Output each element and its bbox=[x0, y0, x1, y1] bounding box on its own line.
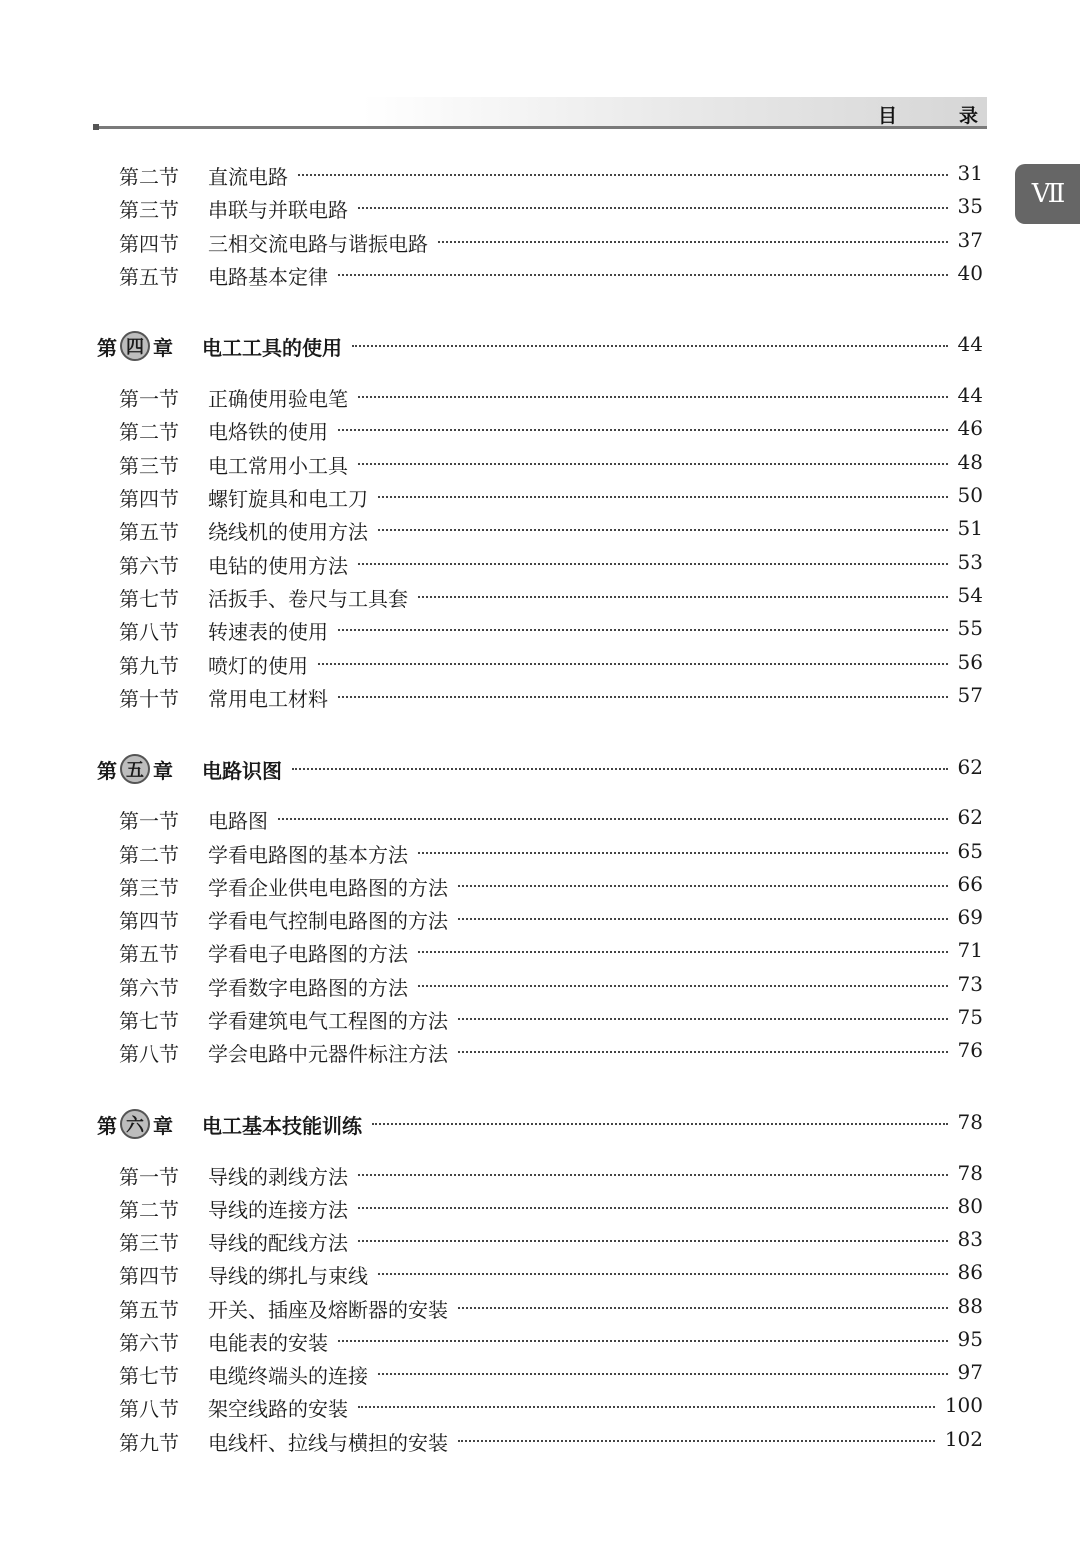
section-number: 第二节 bbox=[119, 1198, 179, 1222]
dot-leader bbox=[338, 696, 948, 698]
section-number: 第一节 bbox=[119, 809, 179, 833]
page-number: 66 bbox=[957, 872, 983, 896]
dot-leader bbox=[418, 985, 948, 987]
page-number: 40 bbox=[957, 261, 983, 285]
section-entry bbox=[0, 869, 1080, 899]
section-number: 第六节 bbox=[119, 976, 179, 1000]
section-number: 第二节 bbox=[119, 843, 179, 867]
section-entry bbox=[0, 1324, 1080, 1354]
dot-leader bbox=[358, 1174, 948, 1176]
dot-leader bbox=[338, 1340, 948, 1342]
chapter-title: 电工工具的使用 bbox=[202, 336, 342, 360]
section-entry bbox=[0, 613, 1080, 643]
section-title: 学看建筑电气工程图的方法 bbox=[208, 1009, 448, 1033]
section-entry bbox=[0, 1291, 1080, 1321]
page-number: 55 bbox=[957, 616, 983, 640]
chapter-number bbox=[97, 1109, 173, 1139]
section-number: 第二节 bbox=[119, 165, 179, 189]
section-title: 电缆终端头的连接 bbox=[208, 1364, 368, 1388]
page-number: 95 bbox=[957, 1327, 983, 1351]
dot-leader bbox=[358, 463, 948, 465]
dot-leader bbox=[372, 1123, 948, 1125]
section-title: 电路图 bbox=[208, 809, 268, 833]
dot-leader bbox=[318, 663, 948, 665]
page-number: 83 bbox=[957, 1227, 983, 1251]
dot-leader bbox=[458, 1307, 948, 1309]
section-title: 学看电路图的基本方法 bbox=[208, 843, 408, 867]
section-title: 导线的配线方法 bbox=[208, 1231, 348, 1255]
dot-leader bbox=[458, 885, 948, 887]
page-number: 51 bbox=[957, 516, 983, 540]
dot-leader bbox=[358, 563, 948, 565]
section-title: 导线的剥线方法 bbox=[208, 1165, 348, 1189]
section-number: 第五节 bbox=[119, 1298, 179, 1322]
page-number: 35 bbox=[957, 194, 983, 218]
section-title: 导线的连接方法 bbox=[208, 1198, 348, 1222]
page-number: 102 bbox=[944, 1427, 983, 1451]
section-title: 活扳手、卷尺与工具套 bbox=[208, 587, 408, 611]
section-number: 第九节 bbox=[119, 1431, 179, 1455]
dot-leader bbox=[358, 396, 948, 398]
chapter-suffix: 章 bbox=[153, 758, 173, 783]
dot-leader bbox=[338, 629, 948, 631]
chapter-entry bbox=[0, 1107, 1080, 1137]
section-title: 串联与并联电路 bbox=[208, 198, 348, 222]
section-entry bbox=[0, 447, 1080, 477]
section-title: 学看企业供电电路图的方法 bbox=[208, 876, 448, 900]
dot-leader bbox=[418, 852, 948, 854]
page-number: 62 bbox=[957, 805, 983, 829]
chapter-number bbox=[97, 331, 173, 361]
section-entry bbox=[0, 158, 1080, 188]
section-number: 第十节 bbox=[119, 687, 179, 711]
section-number: 第四节 bbox=[119, 487, 179, 511]
section-title: 电线杆、拉线与横担的安装 bbox=[208, 1431, 448, 1455]
section-title: 电钻的使用方法 bbox=[208, 554, 348, 578]
section-entry bbox=[0, 1035, 1080, 1065]
section-entry bbox=[0, 258, 1080, 288]
dot-leader bbox=[418, 596, 948, 598]
page-number: 44 bbox=[957, 383, 983, 407]
chapter-prefix: 第 bbox=[97, 335, 117, 360]
section-title: 电能表的安装 bbox=[208, 1331, 328, 1355]
page-number: 86 bbox=[957, 1260, 983, 1284]
section-entry bbox=[0, 836, 1080, 866]
section-number: 第七节 bbox=[119, 1364, 179, 1388]
dot-leader bbox=[378, 529, 948, 531]
section-entry bbox=[0, 1158, 1080, 1188]
page-number: 57 bbox=[957, 683, 983, 707]
header-rule-end-mark bbox=[93, 124, 99, 130]
dot-leader bbox=[378, 1273, 948, 1275]
page-number: 37 bbox=[957, 228, 983, 252]
chapter-numeral-badge: 六 bbox=[120, 1109, 150, 1139]
section-entry bbox=[0, 547, 1080, 577]
page-number: 71 bbox=[957, 938, 983, 962]
dot-leader bbox=[438, 241, 948, 243]
section-entry bbox=[0, 513, 1080, 543]
section-entry bbox=[0, 1357, 1080, 1387]
dot-leader bbox=[458, 1051, 948, 1053]
page-number: 75 bbox=[957, 1005, 983, 1029]
chapter-entry bbox=[0, 329, 1080, 359]
section-title: 架空线路的安装 bbox=[208, 1397, 348, 1421]
page-number: 69 bbox=[957, 905, 983, 929]
section-number: 第四节 bbox=[119, 909, 179, 933]
section-entry bbox=[0, 1224, 1080, 1254]
page-number: 50 bbox=[957, 483, 983, 507]
chapter-numeral-badge: 五 bbox=[120, 754, 150, 784]
section-entry bbox=[0, 1257, 1080, 1287]
header-title-left: 目 bbox=[878, 105, 898, 127]
page-number: 46 bbox=[957, 416, 983, 440]
chapter-title: 电工基本技能训练 bbox=[202, 1114, 362, 1138]
section-title: 绕线机的使用方法 bbox=[208, 520, 368, 544]
section-entry bbox=[0, 1424, 1080, 1454]
page-number: 48 bbox=[957, 450, 983, 474]
page-number: 62 bbox=[957, 755, 983, 779]
page-number: 80 bbox=[957, 1194, 983, 1218]
page-number: 44 bbox=[957, 332, 983, 356]
section-entry bbox=[0, 935, 1080, 965]
section-title: 螺钉旋具和电工刀 bbox=[208, 487, 368, 511]
section-entry bbox=[0, 380, 1080, 410]
page-number: 78 bbox=[957, 1110, 983, 1134]
section-title: 正确使用验电笔 bbox=[208, 387, 348, 411]
header-rule bbox=[95, 126, 987, 129]
section-entry bbox=[0, 802, 1080, 832]
chapter-entry bbox=[0, 752, 1080, 782]
section-title: 直流电路 bbox=[208, 165, 288, 189]
dot-leader bbox=[378, 496, 948, 498]
page-number: 65 bbox=[957, 839, 983, 863]
section-number: 第六节 bbox=[119, 554, 179, 578]
section-number: 第一节 bbox=[119, 387, 179, 411]
dot-leader bbox=[458, 1018, 948, 1020]
section-title: 电工常用小工具 bbox=[208, 454, 348, 478]
section-entry bbox=[0, 1390, 1080, 1420]
chapter-number bbox=[97, 754, 173, 784]
section-entry bbox=[0, 680, 1080, 710]
dot-leader bbox=[378, 1373, 948, 1375]
section-number: 第七节 bbox=[119, 587, 179, 611]
chapter-suffix: 章 bbox=[153, 1113, 173, 1138]
page-number: 54 bbox=[957, 583, 983, 607]
section-entry bbox=[0, 480, 1080, 510]
section-number: 第九节 bbox=[119, 654, 179, 678]
section-entry bbox=[0, 580, 1080, 610]
section-entry bbox=[0, 902, 1080, 932]
chapter-numeral-badge: 四 bbox=[120, 331, 150, 361]
section-title: 常用电工材料 bbox=[208, 687, 328, 711]
dot-leader bbox=[458, 1440, 935, 1442]
section-number: 第三节 bbox=[119, 454, 179, 478]
section-number: 第三节 bbox=[119, 1231, 179, 1255]
section-entry bbox=[0, 647, 1080, 677]
dot-leader bbox=[358, 1406, 935, 1408]
section-title: 电烙铁的使用 bbox=[208, 420, 328, 444]
chapter-prefix: 第 bbox=[97, 758, 117, 783]
section-entry bbox=[0, 191, 1080, 221]
dot-leader bbox=[418, 951, 948, 953]
chapter-suffix: 章 bbox=[153, 335, 173, 360]
chapter-prefix: 第 bbox=[97, 1113, 117, 1138]
header-title-right: 录 bbox=[958, 105, 978, 127]
dot-leader bbox=[338, 274, 948, 276]
section-number: 第八节 bbox=[119, 620, 179, 644]
page-number: 78 bbox=[957, 1161, 983, 1185]
section-number: 第六节 bbox=[119, 1331, 179, 1355]
section-number: 第四节 bbox=[119, 1264, 179, 1288]
section-entry bbox=[0, 413, 1080, 443]
section-number: 第七节 bbox=[119, 1009, 179, 1033]
dot-leader bbox=[358, 1207, 948, 1209]
dot-leader bbox=[358, 1240, 948, 1242]
dot-leader bbox=[298, 174, 948, 176]
page-number: 56 bbox=[957, 650, 983, 674]
section-number: 第三节 bbox=[119, 876, 179, 900]
section-number: 第三节 bbox=[119, 198, 179, 222]
section-entry bbox=[0, 1002, 1080, 1032]
section-number: 第八节 bbox=[119, 1042, 179, 1066]
dot-leader bbox=[352, 345, 948, 347]
section-number: 第五节 bbox=[119, 520, 179, 544]
section-title: 转速表的使用 bbox=[208, 620, 328, 644]
section-title: 电路基本定律 bbox=[208, 265, 328, 289]
page-number: 76 bbox=[957, 1038, 983, 1062]
section-entry bbox=[0, 225, 1080, 255]
page-number: 88 bbox=[957, 1294, 983, 1318]
page-number: 73 bbox=[957, 972, 983, 996]
section-number: 第一节 bbox=[119, 1165, 179, 1189]
section-title: 开关、插座及熔断器的安装 bbox=[208, 1298, 448, 1322]
section-number: 第四节 bbox=[119, 232, 179, 256]
section-title: 导线的绑扎与束线 bbox=[208, 1264, 368, 1288]
page-number: 97 bbox=[957, 1360, 983, 1384]
header-band bbox=[95, 97, 987, 127]
page-number: 53 bbox=[957, 550, 983, 574]
section-number: 第五节 bbox=[119, 265, 179, 289]
section-number: 第八节 bbox=[119, 1397, 179, 1421]
section-number: 第五节 bbox=[119, 942, 179, 966]
section-title: 学会电路中元器件标注方法 bbox=[208, 1042, 448, 1066]
section-title: 喷灯的使用 bbox=[208, 654, 308, 678]
section-number: 第二节 bbox=[119, 420, 179, 444]
section-title: 三相交流电路与谐振电路 bbox=[208, 232, 428, 256]
dot-leader bbox=[458, 918, 948, 920]
dot-leader bbox=[358, 207, 948, 209]
running-header-title bbox=[878, 101, 978, 128]
section-entry bbox=[0, 969, 1080, 999]
section-entry bbox=[0, 1191, 1080, 1221]
section-title: 学看电气控制电路图的方法 bbox=[208, 909, 448, 933]
page-number: 31 bbox=[957, 161, 983, 185]
dot-leader bbox=[292, 768, 948, 770]
page-number: 100 bbox=[944, 1393, 983, 1417]
section-title: 学看电子电路图的方法 bbox=[208, 942, 408, 966]
chapter-title: 电路识图 bbox=[202, 759, 282, 783]
dot-leader bbox=[278, 818, 948, 820]
section-title: 学看数字电路图的方法 bbox=[208, 976, 408, 1000]
page-number-tab: Ⅶ bbox=[1015, 164, 1080, 224]
dot-leader bbox=[338, 429, 948, 431]
